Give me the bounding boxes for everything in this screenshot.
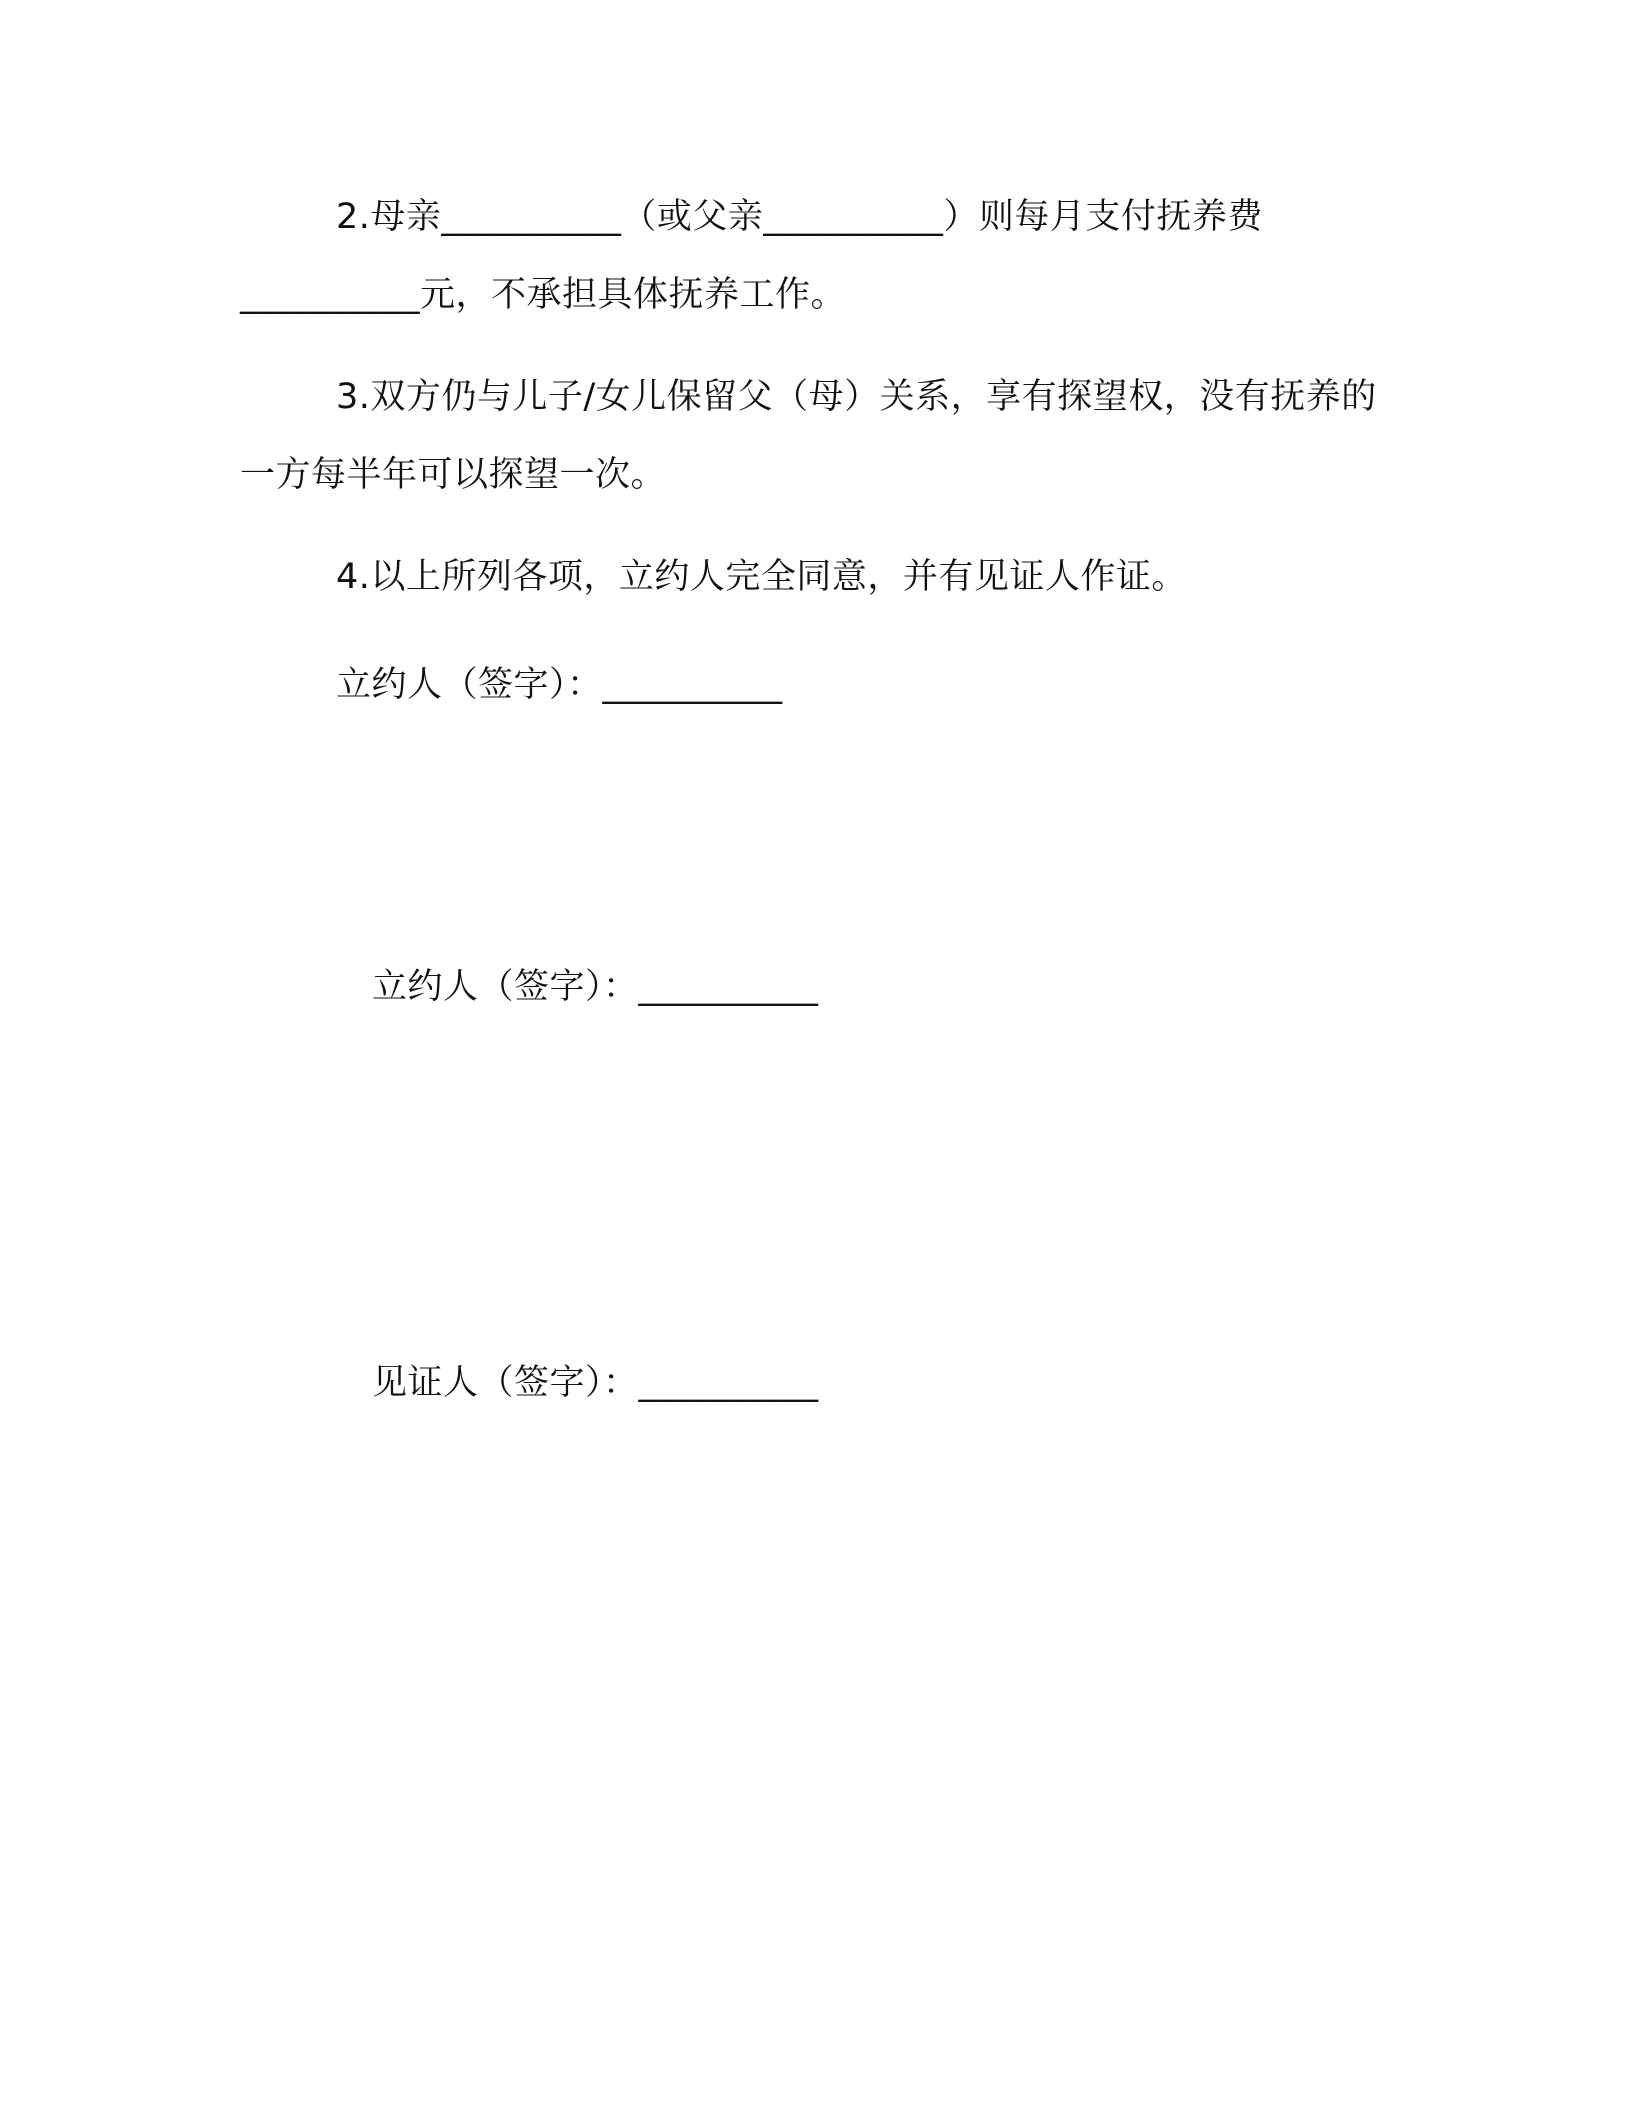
party-signature-line-2: 立约人（签字）：__________ [372, 967, 819, 1007]
clause-4: 4.以上所列各项，立约人完全同意，并有见证人作证。 [336, 557, 1187, 597]
clause-2: 2.母亲__________（或父亲__________）则每月支付抚养费__________元，不承担具体抚养工作。 [240, 197, 1263, 315]
party-signature-line-1: 立约人（签字）：__________ [336, 665, 783, 705]
witness-signature-line: 见证人（签字）：__________ [372, 1363, 819, 1403]
clause-3: 3.双方仍与儿子/女儿保留父（母）关系，享有探望权，没有抚养的一方每半年可以探望一次。 [240, 377, 1377, 495]
